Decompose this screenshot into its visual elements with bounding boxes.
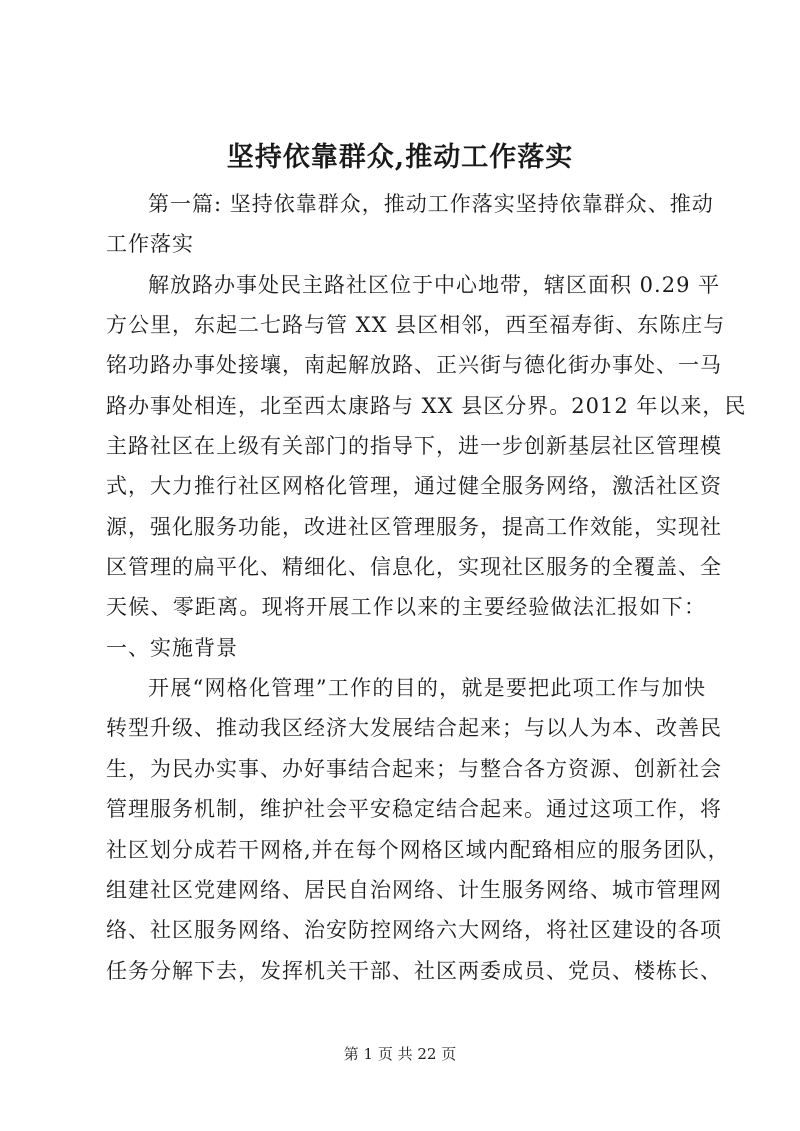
paragraph-line: 铭功路办事处接壤，南起解放路、正兴街与德化街办事处、一马	[106, 353, 722, 378]
paragraph-line: 区管理的扁平化、精细化、信息化，实现社区服务的全覆盖、全	[106, 555, 722, 580]
paragraph-line: 组建社区党建网络、居民自治网络、计生服务网络、城市管理网	[106, 877, 722, 902]
paragraph-line: 天候、零距离。现将开展工作以来的主要经验做法汇报如下：	[106, 595, 706, 620]
paragraph-line: 转型升级、推动我区经济大发展结合起来；与以人为本、改善民	[106, 716, 722, 741]
paragraph-line: 生，为民办实事、办好事结合起来；与整合各方资源、创新社会	[106, 756, 722, 781]
paragraph-line: 式，大力推行社区网格化管理，通过健全服务网络，激活社区资	[106, 474, 722, 499]
paragraph-line: 第一篇: 坚持依靠群众，推动工作落实坚持依靠群众、推动	[148, 192, 714, 216]
paragraph-line: 社区划分成若干网格,并在每个网格区域内配臵相应的服务团队，	[106, 837, 730, 862]
paragraph-line: 源，强化服务功能，改进社区管理服务，提高工作效能，实现社	[106, 514, 722, 539]
section-heading: 一、实施背景	[106, 635, 238, 660]
paragraph-line: 解放路办事处民主路社区位于中心地带，辖区面积 0.29 平	[148, 272, 721, 297]
document-title: 坚持依靠群众,推动工作落实	[226, 142, 574, 173]
page-footer: 第 1 页 共 22 页	[343, 1045, 457, 1063]
paragraph-line: 开展“网格化管理”工作的目的，就是要把此项工作与加快	[148, 676, 706, 701]
paragraph-line: 络、社区服务网络、治安防控网络六大网络，将社区建设的各项	[106, 918, 722, 943]
paragraph-line: 方公里，东起二七路与管 XX 县区相邻，西至福寿街、东陈庄与	[106, 313, 726, 338]
paragraph-line: 主路社区在上级有关部门的指导下，进一步创新基层社区管理模	[106, 434, 722, 459]
paragraph-line: 管理服务机制，维护社会平安稳定结合起来。通过这项工作，将	[106, 797, 722, 822]
paragraph-line: 路办事处相连，北至西太康路与 XX 县区分界。2012 年以来，民	[106, 393, 747, 418]
document-body	[106, 184, 747, 991]
paragraph-line: 任务分解下去，发挥机关干部、社区两委成员、党员、楼栋长、	[106, 958, 722, 983]
paragraph-line: 工作落实	[106, 232, 194, 257]
